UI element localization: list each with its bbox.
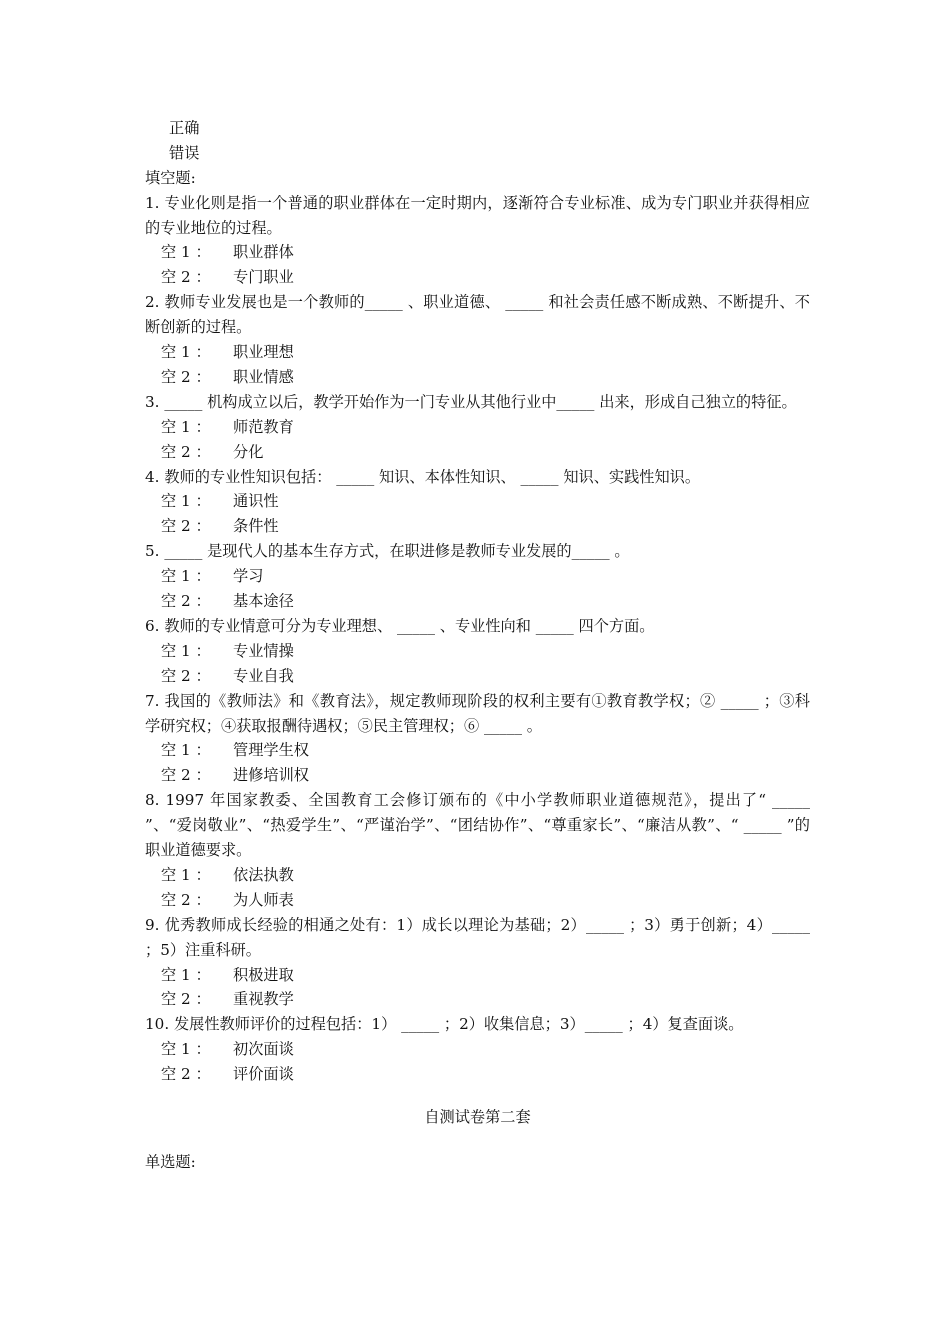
answer-row: [145, 1062, 810, 1087]
question-3: 3. _____ 机构成立以后，教学开始作为一门专业从其他行业中_____ 出来，形成自己独立的特征。: [145, 392, 797, 411]
answer-value: 分化: [233, 442, 264, 461]
answer-value: 通识性: [233, 492, 279, 511]
answer-row: [145, 987, 810, 1012]
answer-label: 空 1 ：: [161, 417, 211, 436]
question-4: 4. 教师的专业性知识包括： _____ 知识、本体性知识、 _____ 知识、实践性知识。: [145, 467, 701, 486]
answer-row: [145, 265, 810, 290]
answer-value: 评价面谈: [233, 1065, 294, 1084]
answer-label: 空 1 ：: [161, 741, 211, 760]
answer-value: 师范教育: [233, 417, 294, 436]
question-9: 9. 优秀教师成长经验的相通之处有：1）成长以理论为基础；2）_____ ；3）勇于创新；4）_____ ；5）注重科研。: [145, 915, 810, 959]
answer-value: 重视教学: [233, 990, 294, 1009]
section-title: 自测试卷第二套: [424, 1107, 531, 1126]
answer-label: 空 2 ：: [161, 666, 211, 685]
answer-value: 积极进取: [233, 965, 294, 984]
answer-label: 空 2 ：: [161, 442, 211, 461]
answer-row: [145, 888, 810, 913]
answer-row: [145, 589, 810, 614]
answer-label: 空 2 ：: [161, 990, 211, 1009]
answer-row: [145, 489, 810, 514]
option-wrong: 错误: [169, 143, 200, 162]
answer-label: 空 1 ：: [161, 343, 211, 362]
question-5: 5. _____ 是现代人的基本生存方式，在职进修是教师专业发展的_____ 。: [145, 542, 630, 561]
answer-value: 职业理想: [233, 343, 294, 362]
answer-row: [145, 763, 810, 788]
answer-label: 空 2 ：: [161, 890, 211, 909]
answer-row: [145, 963, 810, 988]
answer-label: 空 2 ：: [161, 268, 211, 287]
answer-label: 空 1 ：: [161, 492, 211, 511]
answer-label: 空 2 ：: [161, 367, 211, 386]
answer-row: [145, 863, 810, 888]
answer-row: [145, 639, 810, 664]
answer-label: 空 1 ：: [161, 1040, 211, 1059]
answer-label: 空 1 ：: [161, 865, 211, 884]
answer-value: 条件性: [233, 517, 279, 536]
question-7: 7. 我国的《教师法》和《教育法》，规定教师现阶段的权利主要有①教育教学权；② _____ ；③科学研究权；④获取报酬待遇权；⑤民主管理权；⑥ _____ 。: [145, 691, 810, 735]
answer-row: [145, 240, 810, 265]
answer-label: 空 2 ：: [161, 766, 211, 785]
answer-value: 职业群体: [233, 243, 294, 262]
document-content: [145, 116, 810, 1175]
answer-row: [145, 564, 810, 589]
fill-blank-heading: 填空题:: [145, 168, 196, 187]
answer-label: 空 2 ：: [161, 517, 211, 536]
answer-value: 依法执教: [233, 865, 294, 884]
answer-value: 进修培训权: [233, 766, 309, 785]
option-correct: 正确: [169, 119, 200, 137]
answer-value: 管理学生权: [233, 741, 309, 760]
answer-label: 空 2 ：: [161, 592, 211, 611]
answer-row: [145, 415, 810, 440]
answer-label: 空 1 ：: [161, 567, 211, 586]
question-8: 8. 1997 年国家教委、全国教育工会修订颁布的《中小学教师职业道德规范》，提出了“ _____ ”、“爱岗敬业”、“热爱学生”、“严谨治学”、“团结协作”、“尊重家长”、“廉洁从教”、“ _____ ”的职业道德要求。: [145, 791, 810, 860]
answer-row: [145, 1037, 810, 1062]
answer-row: [145, 440, 810, 465]
question-10: 10. 发展性教师评价的过程包括：1） _____ ；2）收集信息；3）_____ ；4）复查面谈。: [145, 1015, 744, 1034]
answer-value: 初次面谈: [233, 1040, 294, 1059]
single-choice-heading: 单选题:: [145, 1152, 196, 1171]
answer-row: [145, 664, 810, 689]
answer-row: [145, 340, 810, 365]
question-1: 1. 专业化则是指一个普通的职业群体在一定时期内，逐渐符合专业标准、成为专门职业并获得相应的专业地位的过程。: [145, 193, 810, 237]
answer-row: [145, 514, 810, 539]
question-2: 2. 教师专业发展也是一个教师的_____ 、职业道德、 _____ 和社会责任感不断成熟、不断提升、不断创新的过程。: [145, 293, 810, 337]
answer-label: 空 2 ：: [161, 1065, 211, 1084]
answer-value: 基本途径: [233, 592, 294, 611]
answer-label: 空 1 ：: [161, 641, 211, 660]
answer-value: 专业自我: [233, 666, 294, 685]
answer-value: 为人师表: [233, 890, 294, 909]
answer-value: 专业情操: [233, 641, 294, 660]
question-6: 6. 教师的专业情意可分为专业理想、 _____ 、专业性向和 _____ 四个方面。: [145, 616, 655, 635]
answer-row: [145, 365, 810, 390]
answer-value: 专门职业: [233, 268, 294, 287]
answer-label: 空 1 ：: [161, 965, 211, 984]
answer-value: 职业情感: [233, 367, 294, 386]
answer-value: 学习: [233, 567, 264, 586]
answer-row: [145, 738, 810, 763]
answer-label: 空 1 ：: [161, 243, 211, 262]
